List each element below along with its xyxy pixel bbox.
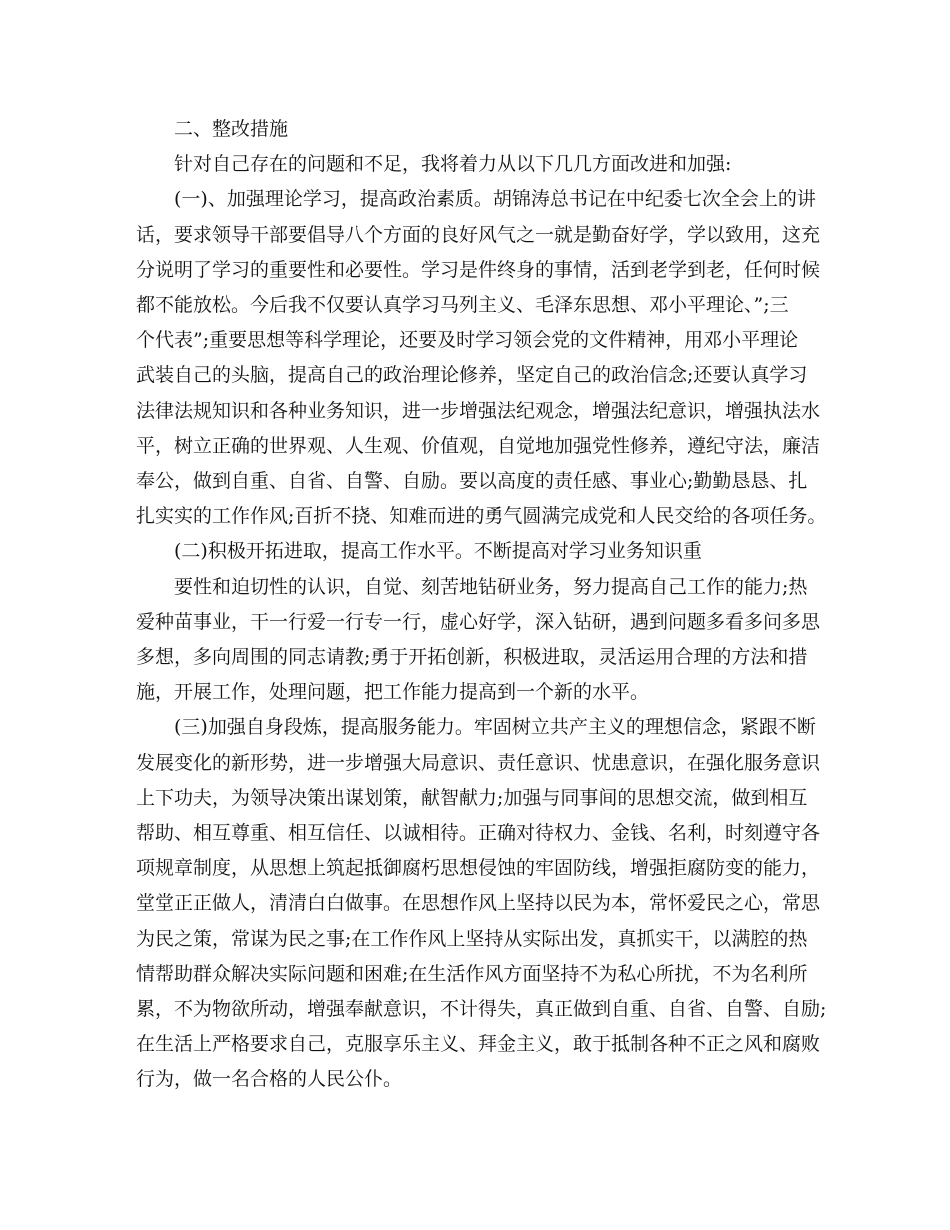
paragraph-5-line: 情帮助群众解决实际问题和困难;在生活作风方面坚持不为私心所扰，不为名利所	[136, 962, 808, 985]
section-heading: 二、整改措施	[174, 118, 289, 140]
paragraph-2-line: 奉公，做到自重、自省、自警、自励。要以高度的责任感、事业心;勤勤恳恳、扎	[136, 470, 808, 493]
paragraph-5-line: 为民之策，常谋为民之事;在工作作风上坚持从实际出发，真抓实干，以满腔的热	[136, 927, 808, 950]
paragraph-5-line: 累，不为物欲所动，增强奉献意识，不计得失，真正做到自重、自省、自警、自励;	[136, 998, 827, 1021]
paragraph-5-line: 行为，做一名合格的人民公仆。	[136, 1068, 403, 1091]
document-body	[136, 112, 827, 1098]
paragraph-2-line: 平，树立正确的世界观、人生观、价值观，自觉地加强党性修养，遵纪守法，廉洁	[136, 434, 821, 457]
paragraph-5-line: 上下功夫，为领导决策出谋划策，献智献力;加强与同事间的思想交流，做到相互	[136, 786, 808, 809]
paragraph-5-line: (三)加强自身段炼，提高服务能力。牢固树立共产主义的理想信念，紧跟不断	[174, 716, 816, 739]
paragraph-4-line: 爱种苗事业，干一行爱一行专一行，虚心好学，深入钻研，遇到问题多看多问多思	[136, 610, 821, 633]
paragraph-5-line: 堂堂正正做人，清清白白做事。在思想作风上坚持以民为本，常怀爱民之心，常思	[136, 892, 821, 915]
paragraph-list	[136, 147, 827, 1097]
paragraph-5-line: 在生活上严格要求自己，克服享乐主义、拜金主义，敢于抵制各种不正之风和腐败	[136, 1033, 821, 1056]
paragraph-5-line: 发展变化的新形势，进一步增强大局意识、责任意识、忧患意识，在强化服务意识	[136, 751, 821, 774]
paragraph-2-line: 话，要求领导干部要倡导八个方面的良好风气之一就是勤奋好学，学以致用，这充	[136, 223, 821, 246]
paragraph-2-line: 武装自己的头脑，提高自己的政治理论修养，坚定自己的政治信念;还要认真学习	[136, 364, 808, 387]
paragraph-5-line: 帮助、相互尊重、相互信任、以诚相待。正确对待权力、金钱、名利，时刻遵守各	[136, 822, 821, 845]
paragraph-2-line: (一)、加强理论学习，提高政治素质。胡锦涛总书记在中纪委七次全会上的讲	[174, 188, 816, 211]
paragraph-3-line: (二)积极开拓进取，提高工作水平。不断提高对学习业务知识重	[174, 540, 702, 563]
paragraph-2-line: 扎实实的工作作风;百折不挠、知难而进的勇气圆满完成党和人民交给的各项任务。	[136, 505, 827, 528]
paragraph-2-line: 分说明了学习的重要性和必要性。学习是件终身的事情，活到老学到老，任何时候	[136, 258, 821, 281]
paragraph-4-line: 施，开展工作，处理问题，把工作能力提高到一个新的水平。	[136, 681, 650, 704]
paragraph-2-line: 法律法规知识和各种业务知识，进一步增强法纪观念，增强法纪意识，增强执法水	[136, 399, 821, 422]
paragraph-2-line: 个代表”;重要思想等科学理论，还要及时学习领会党的文件精神，用邓小平理论	[136, 329, 799, 352]
paragraph-2-line: 都不能放松。今后我不仅要认真学习马列主义、毛泽东思想、邓小平理论、”;三	[136, 294, 789, 317]
paragraph-1-line: 针对自己存在的问题和不足，我将着力从以下几几方面改进和加强:	[174, 153, 732, 176]
paragraph-4-line: 多想，多向周围的同志请教;勇于开拓创新，积极进取，灵活运用合理的方法和措	[136, 646, 808, 669]
paragraph-4-line: 要性和迫切性的认识，自觉、刻苦地钻研业务，努力提高自己工作的能力;热	[174, 575, 808, 598]
paragraph-5-line: 项规章制度，从思想上筑起抵御腐朽思想侵蚀的牢固防线，增强拒腐防变的能力，	[136, 857, 821, 880]
